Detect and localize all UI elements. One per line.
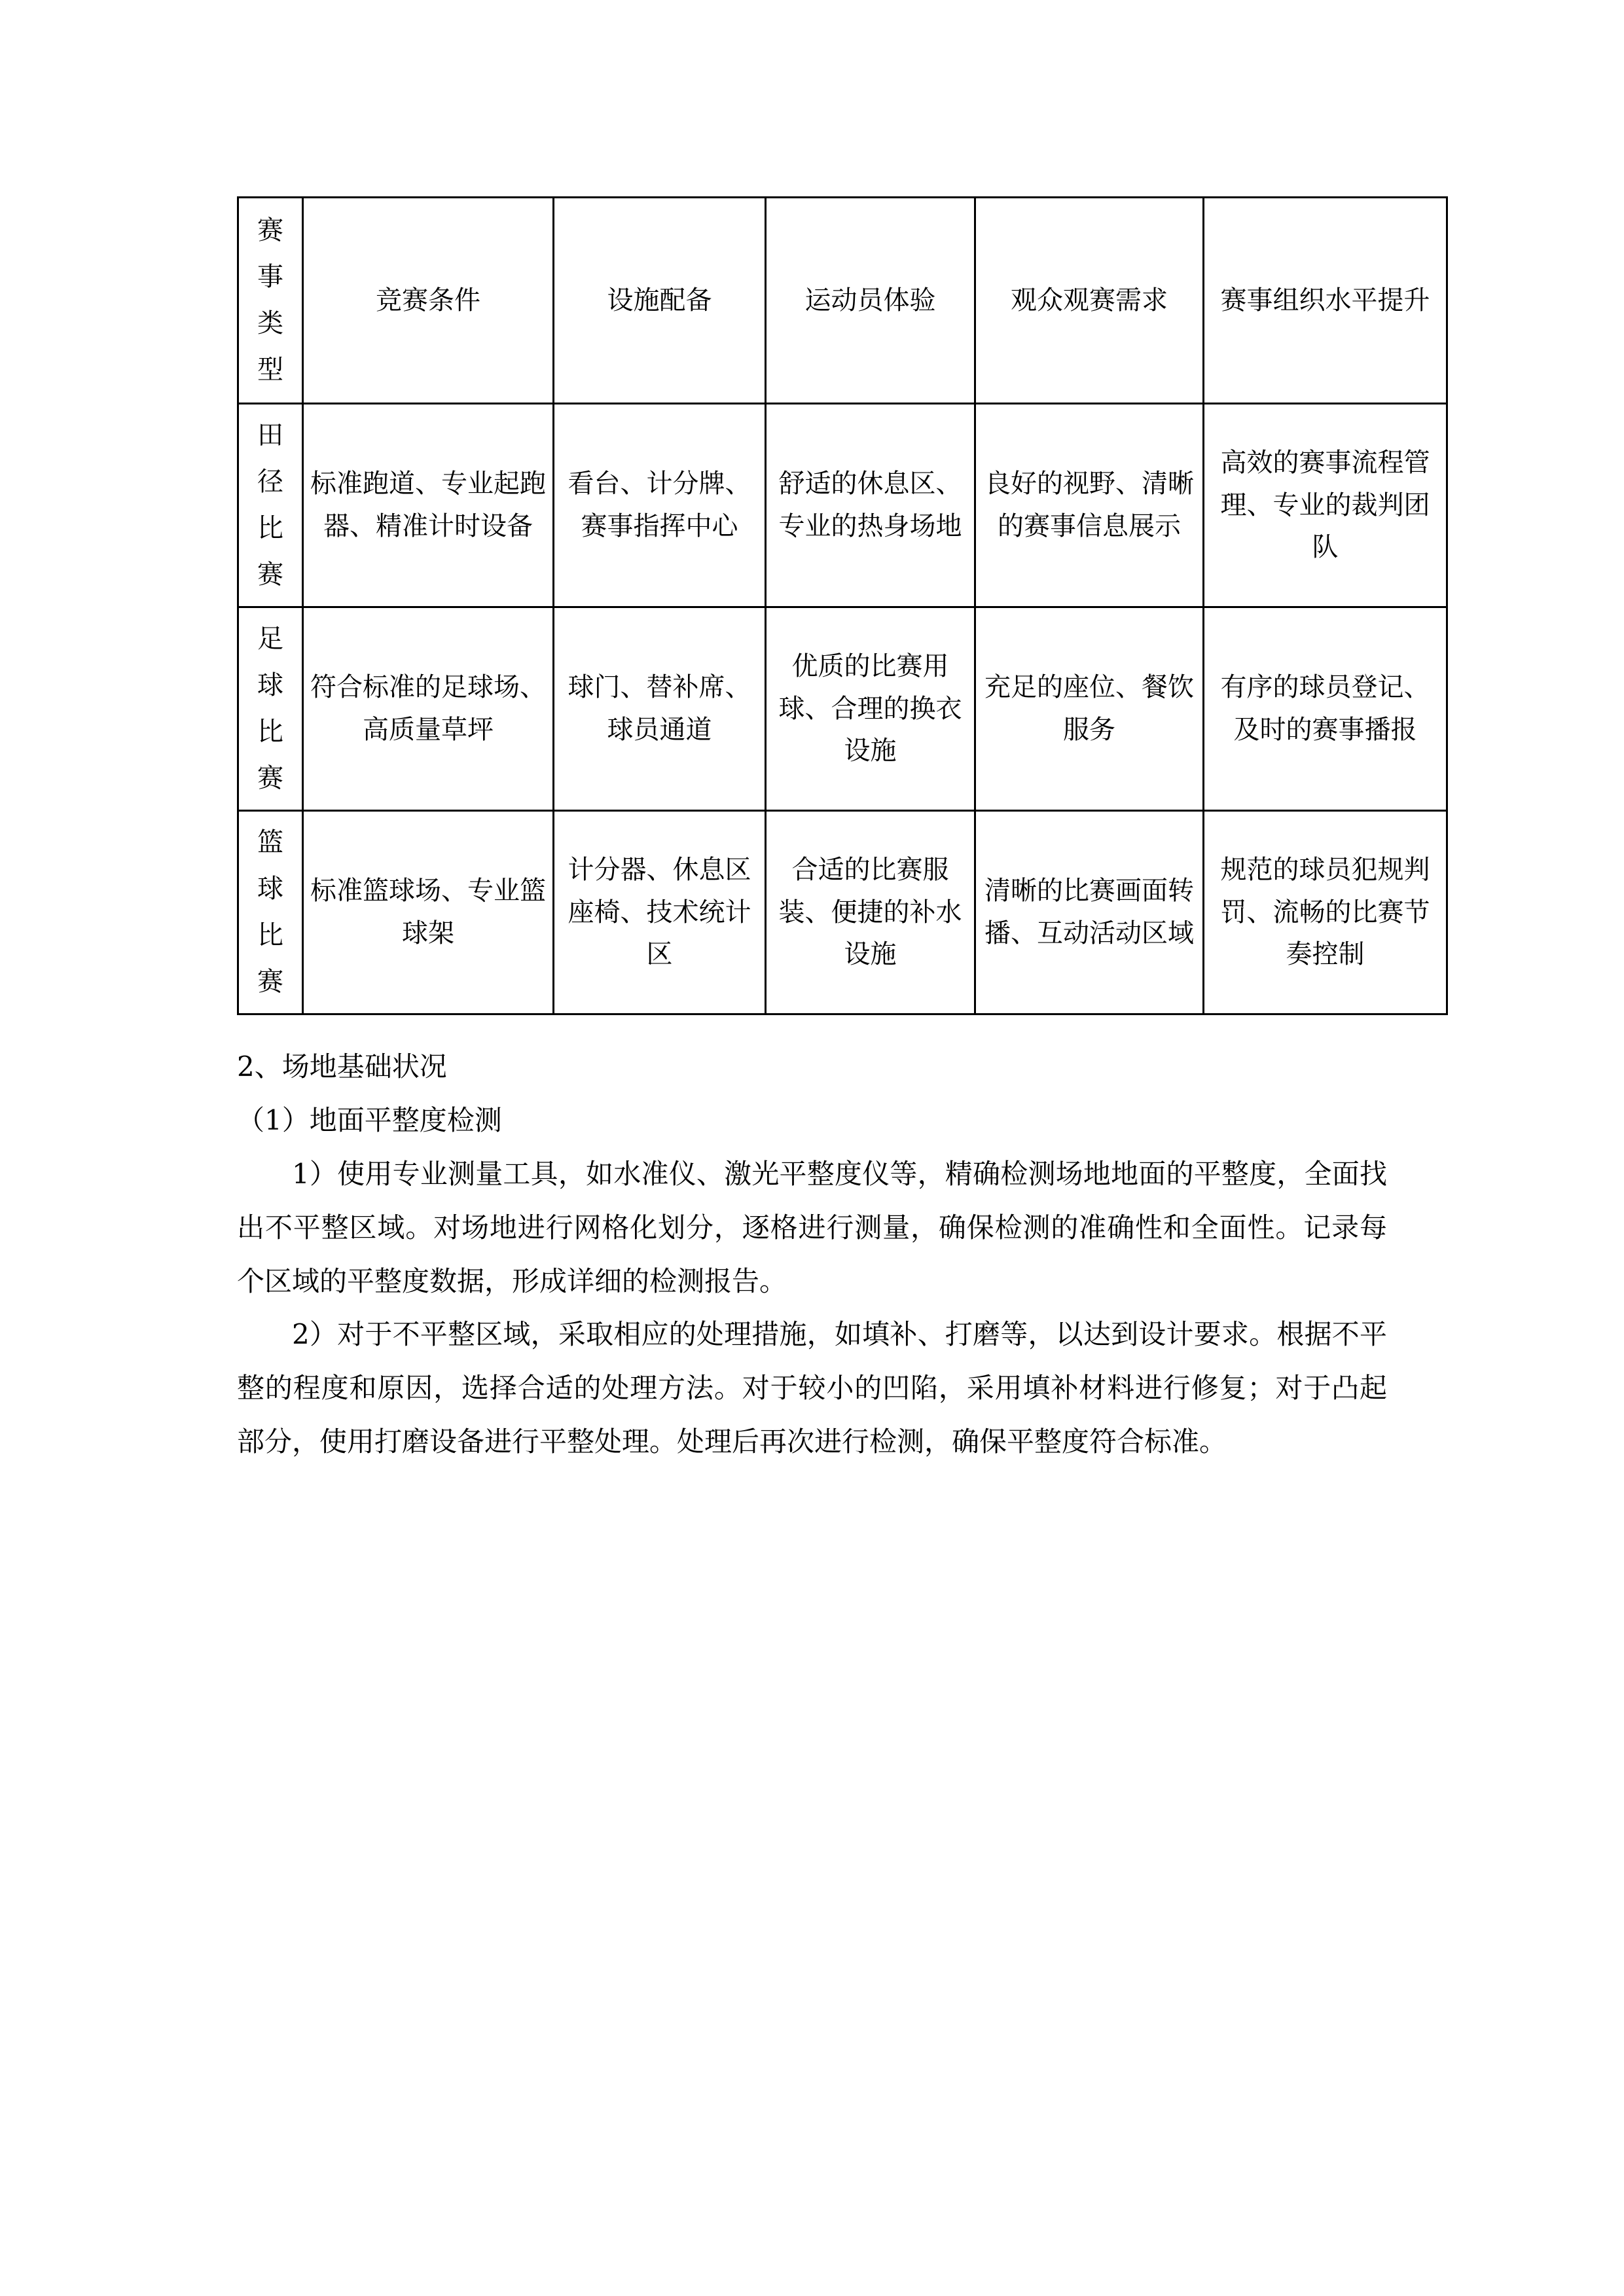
vertical-row-label (243, 616, 298, 802)
header-cell-facility-equipment: 设施配备 (554, 198, 766, 404)
header-cell-athlete-experience: 运动员体验 (766, 198, 975, 404)
vertical-char-3: 赛 (257, 967, 283, 997)
table-row (238, 607, 1447, 811)
table-header-row (238, 198, 1447, 404)
vertical-char-3: 型 (257, 355, 283, 386)
vertical-char-2: 比 (257, 513, 283, 543)
paragraph-1: 1）使用专业测量工具，如水准仪、激光平整度仪等，精确检测场地地面的平整度，全面找出不平整区域。对场地进行网格化划分，逐格进行测量，确保检测的准确性和全面性。记录每个区域的平整度数据，形成详细的检测报告。 (237, 1157, 1387, 1297)
cell-facility-equipment: 看台、计分牌、赛事指挥中心 (554, 404, 766, 607)
vertical-char-0: 赛 (257, 215, 283, 245)
cell-athlete-experience: 舒适的休息区、专业的热身场地 (766, 404, 975, 607)
spacer (237, 1015, 1387, 1040)
vertical-row-label (243, 819, 298, 1006)
cell-competition-conditions: 标准篮球场、专业篮球架 (303, 811, 554, 1014)
cell-spectator-needs: 充足的座位、餐饮服务 (975, 607, 1204, 811)
vertical-char-1: 球 (257, 670, 283, 700)
paragraph-2: 2）对于不平整区域，采取相应的处理措施，如填补、打磨等，以达到设计要求。根据不平整的程度和原因，选择合适的处理方法。对于较小的凹陷，采用填补材料进行修复；对于凸起部分，使用打磨设备进行平整处理。处理后再次进行检测，确保平整度符合标准。 (237, 1318, 1387, 1458)
vertical-char-0: 篮 (257, 827, 283, 857)
cell-organization-level: 有序的球员登记、及时的赛事播报 (1204, 607, 1447, 811)
cell-facility-equipment: 球门、替补席、球员通道 (554, 607, 766, 811)
cell-organization-level: 规范的球员犯规判罚、流畅的比赛节奏控制 (1204, 811, 1447, 1014)
cell-competition-conditions: 标准跑道、专业起跑器、精准计时设备 (303, 404, 554, 607)
header-cell-competition-conditions: 竞赛条件 (303, 198, 554, 404)
vertical-char-1: 事 (257, 261, 283, 292)
subsection-heading: （1）地面平整度检测 (237, 1103, 502, 1136)
vertical-char-0: 田 (257, 420, 283, 450)
cell-facility-equipment: 计分器、休息区座椅、技术统计区 (554, 811, 766, 1014)
vertical-char-2: 类 (257, 308, 283, 338)
table-row (238, 404, 1447, 607)
cell-spectator-needs: 清晰的比赛画面转播、互动活动区域 (975, 811, 1204, 1014)
vertical-char-1: 径 (257, 466, 283, 497)
row-header-basketball (238, 811, 303, 1014)
page-content (237, 196, 1430, 1469)
cell-athlete-experience: 合适的比赛服装、便捷的补水设施 (766, 811, 975, 1014)
vertical-char-1: 球 (257, 873, 283, 904)
event-requirements-table (237, 196, 1448, 1015)
vertical-char-2: 比 (257, 920, 283, 950)
section-heading: 2、场地基础状况 (237, 1050, 447, 1083)
vertical-header-label (243, 207, 298, 394)
cell-competition-conditions: 符合标准的足球场、高质量草坪 (303, 607, 554, 811)
cell-organization-level: 高效的赛事流程管理、专业的裁判团队 (1204, 404, 1447, 607)
table-body (238, 198, 1447, 1014)
header-cell-spectator-needs: 观众观赛需求 (975, 198, 1204, 404)
row-header-football (238, 607, 303, 811)
header-cell-event-type (238, 198, 303, 404)
vertical-char-3: 赛 (257, 560, 283, 590)
vertical-char-0: 足 (257, 623, 283, 654)
vertical-char-2: 比 (257, 717, 283, 747)
vertical-char-3: 赛 (257, 763, 283, 794)
vertical-row-label (243, 412, 298, 599)
table-row (238, 811, 1447, 1014)
row-header-track-and-field (238, 404, 303, 607)
header-cell-organization-level: 赛事组织水平提升 (1204, 198, 1447, 404)
cell-athlete-experience: 优质的比赛用球、合理的换衣设施 (766, 607, 975, 811)
cell-spectator-needs: 良好的视野、清晰的赛事信息展示 (975, 404, 1204, 607)
